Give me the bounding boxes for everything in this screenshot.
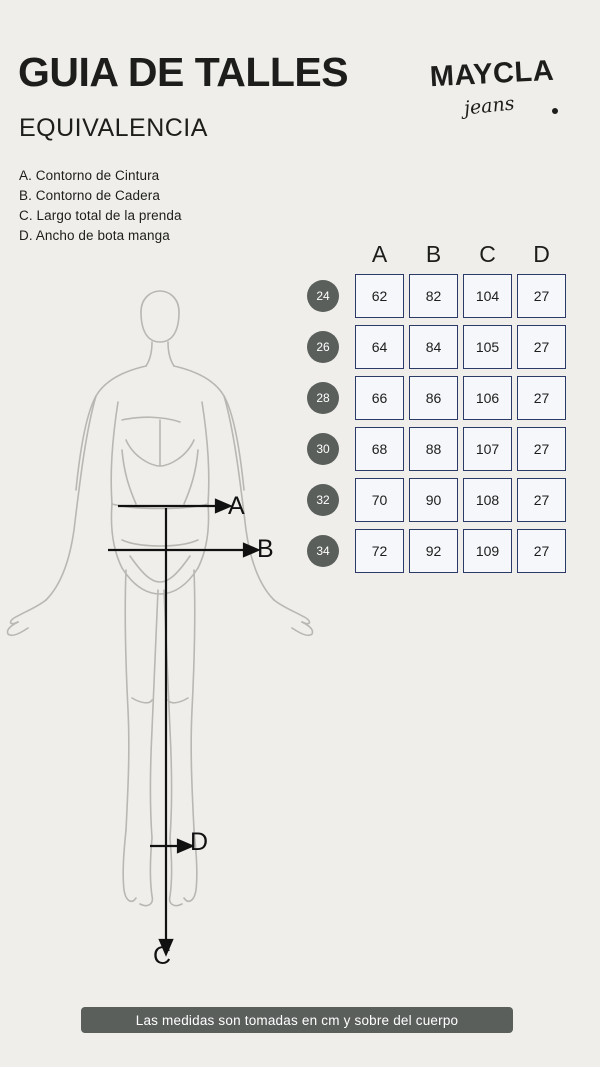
legend-item-c: C. Largo total de la prenda bbox=[19, 208, 182, 223]
table-cell: 104 bbox=[463, 274, 512, 318]
measurement-arrows bbox=[0, 290, 320, 1000]
table-cell: 92 bbox=[409, 529, 458, 573]
legend-item-a: A. Contorno de Cintura bbox=[19, 168, 160, 183]
legend-item-b: B. Contorno de Cadera bbox=[19, 188, 160, 203]
measurement-label-a: A bbox=[228, 492, 245, 520]
table-cell: 107 bbox=[463, 427, 512, 471]
table-cell: 27 bbox=[517, 529, 566, 573]
table-cell: 88 bbox=[409, 427, 458, 471]
table-row bbox=[307, 270, 587, 321]
brand-dot-icon bbox=[552, 108, 558, 114]
column-header-c: C bbox=[479, 240, 496, 267]
table-row bbox=[307, 474, 587, 525]
size-badge: 28 bbox=[307, 382, 339, 414]
table-cell: 70 bbox=[355, 478, 404, 522]
table-cell: 108 bbox=[463, 478, 512, 522]
size-badge: 32 bbox=[307, 484, 339, 516]
size-badge: 30 bbox=[307, 433, 339, 465]
column-header-a: A bbox=[371, 240, 388, 267]
table-cell: 84 bbox=[409, 325, 458, 369]
page-title: GUIA DE TALLES bbox=[18, 49, 349, 95]
table-cell: 106 bbox=[463, 376, 512, 420]
measurement-label-b: B bbox=[257, 535, 274, 563]
table-cell: 109 bbox=[463, 529, 512, 573]
page-subtitle: EQUIVALENCIA bbox=[19, 114, 208, 142]
table-row bbox=[307, 372, 587, 423]
table-cell: 72 bbox=[355, 529, 404, 573]
table-cell: 62 bbox=[355, 274, 404, 318]
table-cell: 27 bbox=[517, 325, 566, 369]
table-cell: 64 bbox=[355, 325, 404, 369]
table-cell: 105 bbox=[463, 325, 512, 369]
table-row bbox=[307, 525, 587, 576]
table-cell: 90 bbox=[409, 478, 458, 522]
table-row bbox=[307, 321, 587, 372]
brand-tagline: jeans bbox=[462, 92, 516, 120]
table-column-headers bbox=[355, 238, 587, 270]
table-cell: 27 bbox=[517, 274, 566, 318]
table-cell: 68 bbox=[355, 427, 404, 471]
table-cell: 66 bbox=[355, 376, 404, 420]
legend-item-d: D. Ancho de bota manga bbox=[19, 228, 170, 243]
measurement-label-c: C bbox=[153, 942, 172, 970]
brand-name: MAYCLA bbox=[429, 54, 555, 94]
size-badge: 24 bbox=[307, 280, 339, 312]
brand-logo bbox=[412, 54, 572, 128]
column-header-d: D bbox=[533, 240, 550, 267]
size-table bbox=[307, 238, 587, 576]
legend-list bbox=[19, 166, 319, 246]
table-cell: 82 bbox=[409, 274, 458, 318]
table-cell: 27 bbox=[517, 427, 566, 471]
column-header-b: B bbox=[425, 240, 442, 267]
table-cell: 86 bbox=[409, 376, 458, 420]
size-badge: 26 bbox=[307, 331, 339, 363]
table-row bbox=[307, 423, 587, 474]
measurement-label-d: D bbox=[190, 828, 209, 856]
table-cell: 27 bbox=[517, 478, 566, 522]
size-badge: 34 bbox=[307, 535, 339, 567]
footer-note: Las medidas son tomadas en cm y sobre del cuerpo bbox=[81, 1007, 513, 1033]
table-cell: 27 bbox=[517, 376, 566, 420]
